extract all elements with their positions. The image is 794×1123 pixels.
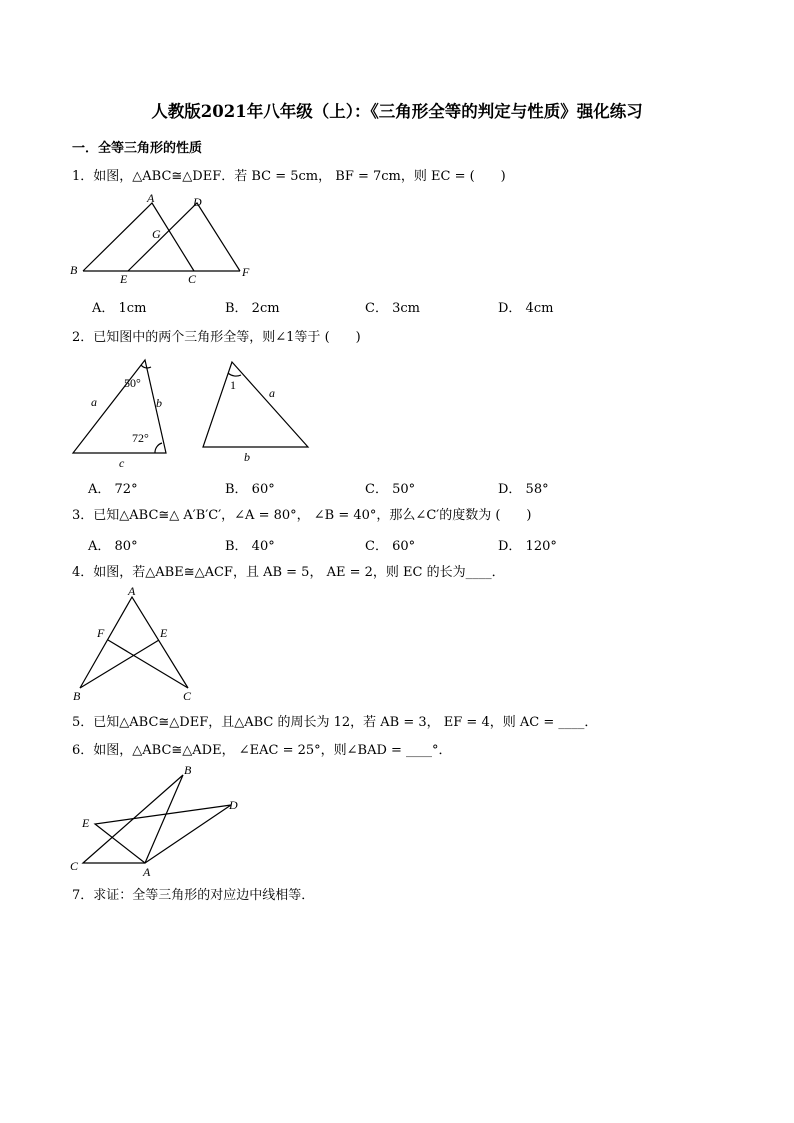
question-6-text: 6．如图，△ABC≅△ADE， ∠EAC = 25°，则∠BAD = ____°． <box>72 743 452 758</box>
question-1-text: 1．如图，△ABC≅△DEF．若 BC = 5cm， BF = 7cm，则 EC = ( ) <box>72 169 506 184</box>
label-c: C <box>188 272 197 286</box>
q2-option-d: D． 58° <box>498 482 549 497</box>
q2-option-a: A． 72° <box>88 482 138 497</box>
label-e: E <box>160 626 168 640</box>
q1-option-b: B． 2cm <box>225 301 280 316</box>
angle-arc-1 <box>228 373 241 376</box>
label-angle-1: 1 <box>230 378 236 392</box>
label-b: B <box>70 263 78 277</box>
question-2-text: 2．已知图中的两个三角形全等，则∠1等于 ( ) <box>72 330 361 345</box>
label-d: D <box>229 798 238 812</box>
label-side-b: b <box>156 396 162 410</box>
triangle-right <box>203 362 308 447</box>
label-e: E <box>120 272 128 286</box>
label-f: F <box>97 626 105 640</box>
question-4-figure <box>65 585 205 705</box>
label-c: C <box>183 689 192 703</box>
q1-option-c: C． 3cm <box>365 301 420 316</box>
q3-option-a: A． 80° <box>88 539 138 554</box>
triangle-outer <box>80 597 188 688</box>
q2-option-c: C． 50° <box>365 482 416 497</box>
q3-option-b: B． 40° <box>225 539 275 554</box>
label-b: B <box>184 763 192 777</box>
question-5-text: 5．已知△ABC≅△DEF，且△ABC 的周长为 12，若 AB = 3， EF = 4，则 AC = ____． <box>72 715 598 730</box>
label-c: C <box>70 859 79 873</box>
label-g: G <box>152 227 161 241</box>
question-1-figure <box>60 190 270 290</box>
question-6-figure <box>65 762 255 877</box>
label-angle-50: 50° <box>124 376 141 390</box>
label-a: A <box>147 191 155 205</box>
q1-option-a: A． 1cm <box>92 301 147 316</box>
angle-arc-bottom <box>155 443 162 453</box>
triangle-left <box>73 360 166 453</box>
q3-option-c: C． 60° <box>365 539 416 554</box>
label-right-side-b: b <box>244 450 250 464</box>
question-4-text: 4．如图，若△ABE≅△ACF，且 AB = 5， AE = 2，则 EC 的长为____． <box>72 565 505 580</box>
label-side-c: c <box>119 456 125 470</box>
question-2-figure <box>60 350 320 470</box>
section-heading: 一．全等三角形的性质 <box>72 141 203 156</box>
q2-option-b: B． 60° <box>225 482 275 497</box>
label-e: E <box>82 816 90 830</box>
question-3-text: 3．已知△ABC≅△ A′B′C′，∠A = 80°， ∠B = 40°，那么∠C′的度数为 ( ) <box>72 508 532 523</box>
page-title: 人教版2021年八年级（上）：《三角形全等的判定与性质》强化练习 <box>151 102 643 121</box>
label-side-a: a <box>91 395 97 409</box>
label-right-side-a: a <box>269 386 275 400</box>
label-angle-72: 72° <box>132 431 149 445</box>
label-b: B <box>73 689 81 703</box>
label-d: D <box>193 195 202 209</box>
label-f: F <box>242 265 250 279</box>
label-a: A <box>143 865 151 879</box>
label-a: A <box>128 584 136 598</box>
triangle-def <box>128 203 240 271</box>
q3-option-d: D． 120° <box>498 539 557 554</box>
question-7-text: 7．求证：全等三角形的对应边中线相等． <box>72 888 315 903</box>
q1-option-d: D． 4cm <box>498 301 554 316</box>
